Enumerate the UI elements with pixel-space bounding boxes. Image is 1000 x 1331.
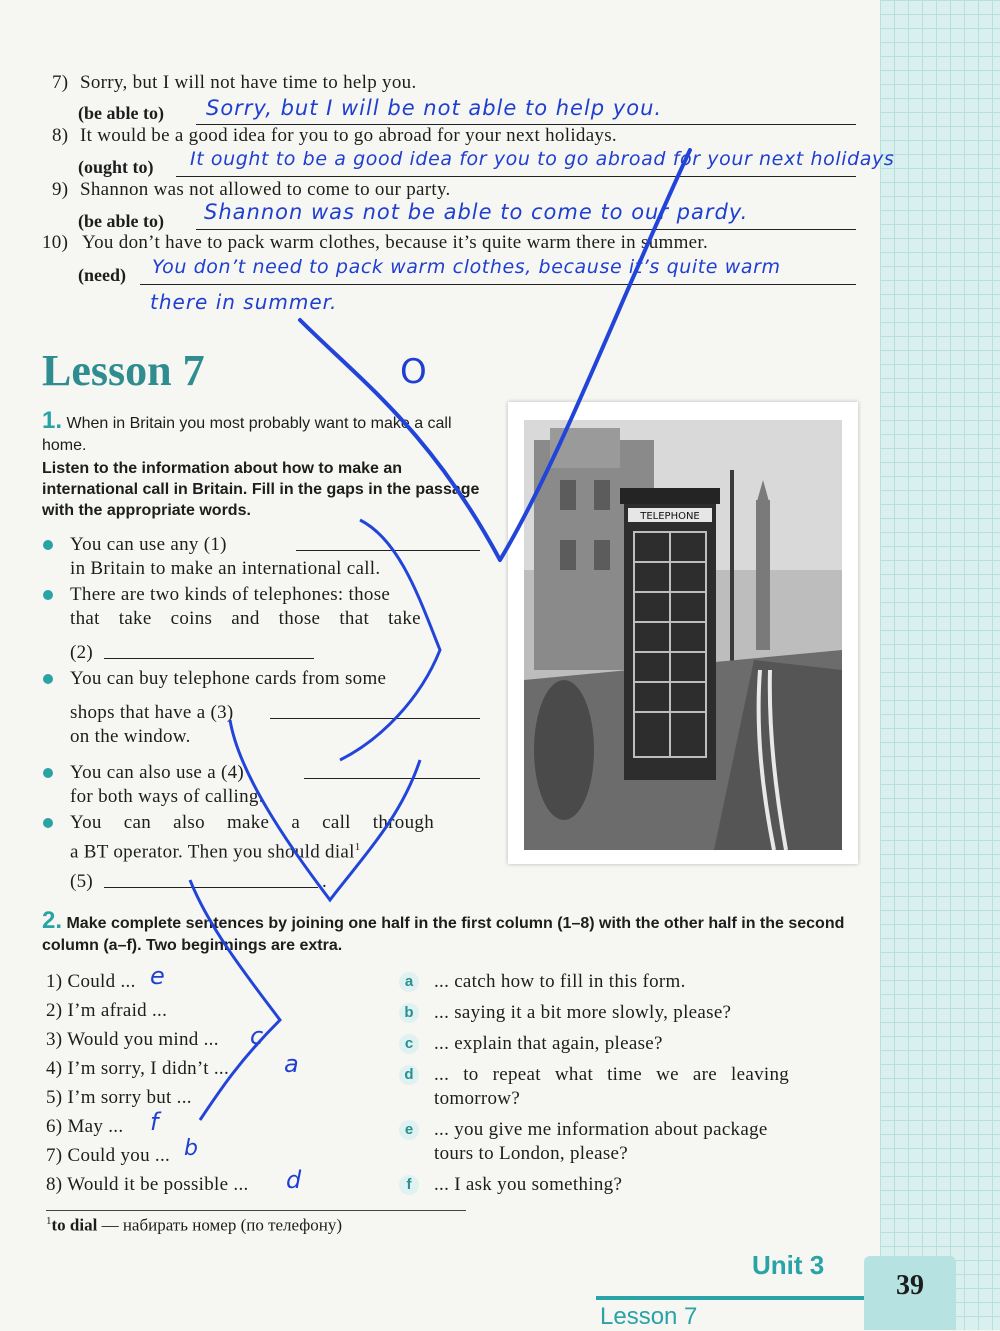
lesson-title: Lesson 7 <box>42 346 205 395</box>
left-item-8: 8) Would it be possible ... <box>46 1174 249 1195</box>
item-10-sentence: You don’t have to pack warm clothes, because it’s quite warm there in summer. <box>82 232 709 253</box>
left-item-1: 1) Could ... <box>46 971 136 992</box>
bullet-2-line2: that take coins and those that take <box>70 608 421 629</box>
task-2-instruction-text: Make complete sentences by joining one half in the first column (1–8) with the other half in the second column (a–f). Two beginnings are extra. <box>42 915 845 954</box>
item-10-num: 10) <box>42 232 69 253</box>
item-9-num: 9) <box>52 179 69 200</box>
item-7-num: 7) <box>52 72 69 93</box>
footnote-marker: 1 <box>46 1215 52 1227</box>
task-1-number: 1. <box>42 407 63 434</box>
item-8-answer: It ought to be a good idea for you to go abroad for your next holidays <box>190 148 895 170</box>
option-d-line2: tomorrow? <box>434 1088 521 1109</box>
bullet-4-line2: for both ways of calling. <box>70 786 264 807</box>
option-a-text: ... catch how to fill in this form. <box>434 971 686 992</box>
answer-8: d <box>286 1166 303 1194</box>
bullet-2-line3: (2) <box>70 642 94 663</box>
option-e-line1: ... you give me information about package <box>434 1119 768 1140</box>
page-number: 39 <box>896 1270 924 1301</box>
bullet-3-line3: on the window. <box>70 726 191 747</box>
bullet-1-line1: You can use any (1) <box>70 534 227 555</box>
item-7-cue: (be able to) <box>78 103 164 123</box>
left-item-4: 4) I’m sorry, I didn’t ... <box>46 1058 229 1079</box>
item-7-sentence: Sorry, but I will not have time to help you. <box>80 72 417 93</box>
item-9-sentence: Shannon was not allowed to come to our party. <box>80 179 451 200</box>
unit-label: Unit 3 <box>752 1250 825 1280</box>
option-badge-b: b <box>399 1003 419 1023</box>
option-badge-a: a <box>399 972 419 992</box>
left-item-7: 7) Could you ... <box>46 1145 171 1166</box>
footer-lesson-label: Lesson 7 <box>600 1303 698 1330</box>
footer-rule <box>596 1296 864 1300</box>
left-item-2: 2) I’m afraid ... <box>46 1000 168 1021</box>
option-d-line1: ... to repeat what time we are leaving <box>434 1064 790 1085</box>
option-c-text: ... explain that again, please? <box>434 1033 663 1054</box>
answer-7: b <box>184 1136 199 1161</box>
option-e-line2: tours to London, please? <box>434 1143 628 1164</box>
item-9-answer: Shannon was not be able to come to our pardy. <box>204 200 749 224</box>
task-2-number: 2. <box>42 907 63 934</box>
left-item-5: 5) I’m sorry but ... <box>46 1087 192 1108</box>
option-badge-c: c <box>399 1034 419 1054</box>
bullet-5-line1: You can also make a call through <box>70 812 434 833</box>
footnote-ref: 1 <box>354 841 361 853</box>
bullet-3-line2: shops that have a (3) <box>70 702 234 723</box>
footnote-term: to dial <box>51 1215 98 1235</box>
bullet-4-line1: You can also use a (4) <box>70 762 245 783</box>
bullet-1-line2: in Britain to make an international call. <box>70 558 381 579</box>
item-10-cue: (need) <box>78 265 126 285</box>
grade-mark: O <box>400 352 428 392</box>
bullet-5-line2-text: a BT operator. Then you should dial <box>70 841 355 863</box>
bullet-3-line1: You can buy telephone cards from some <box>70 668 387 689</box>
item-7-answer: Sorry, but I will be not able to help you. <box>206 96 663 120</box>
left-item-6: 6) May ... <box>46 1116 124 1137</box>
item-9-cue: (be able to) <box>78 211 164 231</box>
task-1-intro-text: When in Britain you most probably want to make a call home. <box>42 415 452 454</box>
booth-sign: TELEPHONE <box>640 511 700 522</box>
answer-1: e <box>150 962 166 990</box>
item-8-num: 8) <box>52 125 69 146</box>
answer-4: a <box>284 1050 300 1078</box>
bullet-5-line3: (5) <box>70 871 94 892</box>
page-number-box <box>864 1256 956 1330</box>
footnote-text: — набирать номер (по телефону) <box>101 1215 343 1235</box>
item-10-answer-continued: there in summer. <box>150 290 338 314</box>
answer-6: f <box>150 1108 160 1136</box>
item-8-sentence: It would be a good idea for you to go abroad for your next holidays. <box>80 125 617 146</box>
option-badge-e: e <box>399 1120 419 1140</box>
gap-5-period: . <box>322 871 328 892</box>
item-10-answer: You don’t need to pack warm clothes, because it’s quite warm <box>152 256 781 278</box>
bullet-2-line1: There are two kinds of telephones: those <box>70 584 391 605</box>
option-b-text: ... saying it a bit more slowly, please? <box>434 1002 732 1023</box>
left-item-3: 3) Would you mind ... <box>46 1029 219 1050</box>
option-f-text: ... I ask you something? <box>434 1174 623 1195</box>
answer-3: c <box>250 1022 265 1050</box>
option-badge-d: d <box>399 1065 419 1085</box>
item-8-cue: (ought to) <box>78 157 154 177</box>
option-badge-f: f <box>399 1175 419 1195</box>
task-1-instruction: Listen to the information about how to make an international call in Britain. Fill in the gaps in the passage with the appropriate words. <box>42 460 480 519</box>
